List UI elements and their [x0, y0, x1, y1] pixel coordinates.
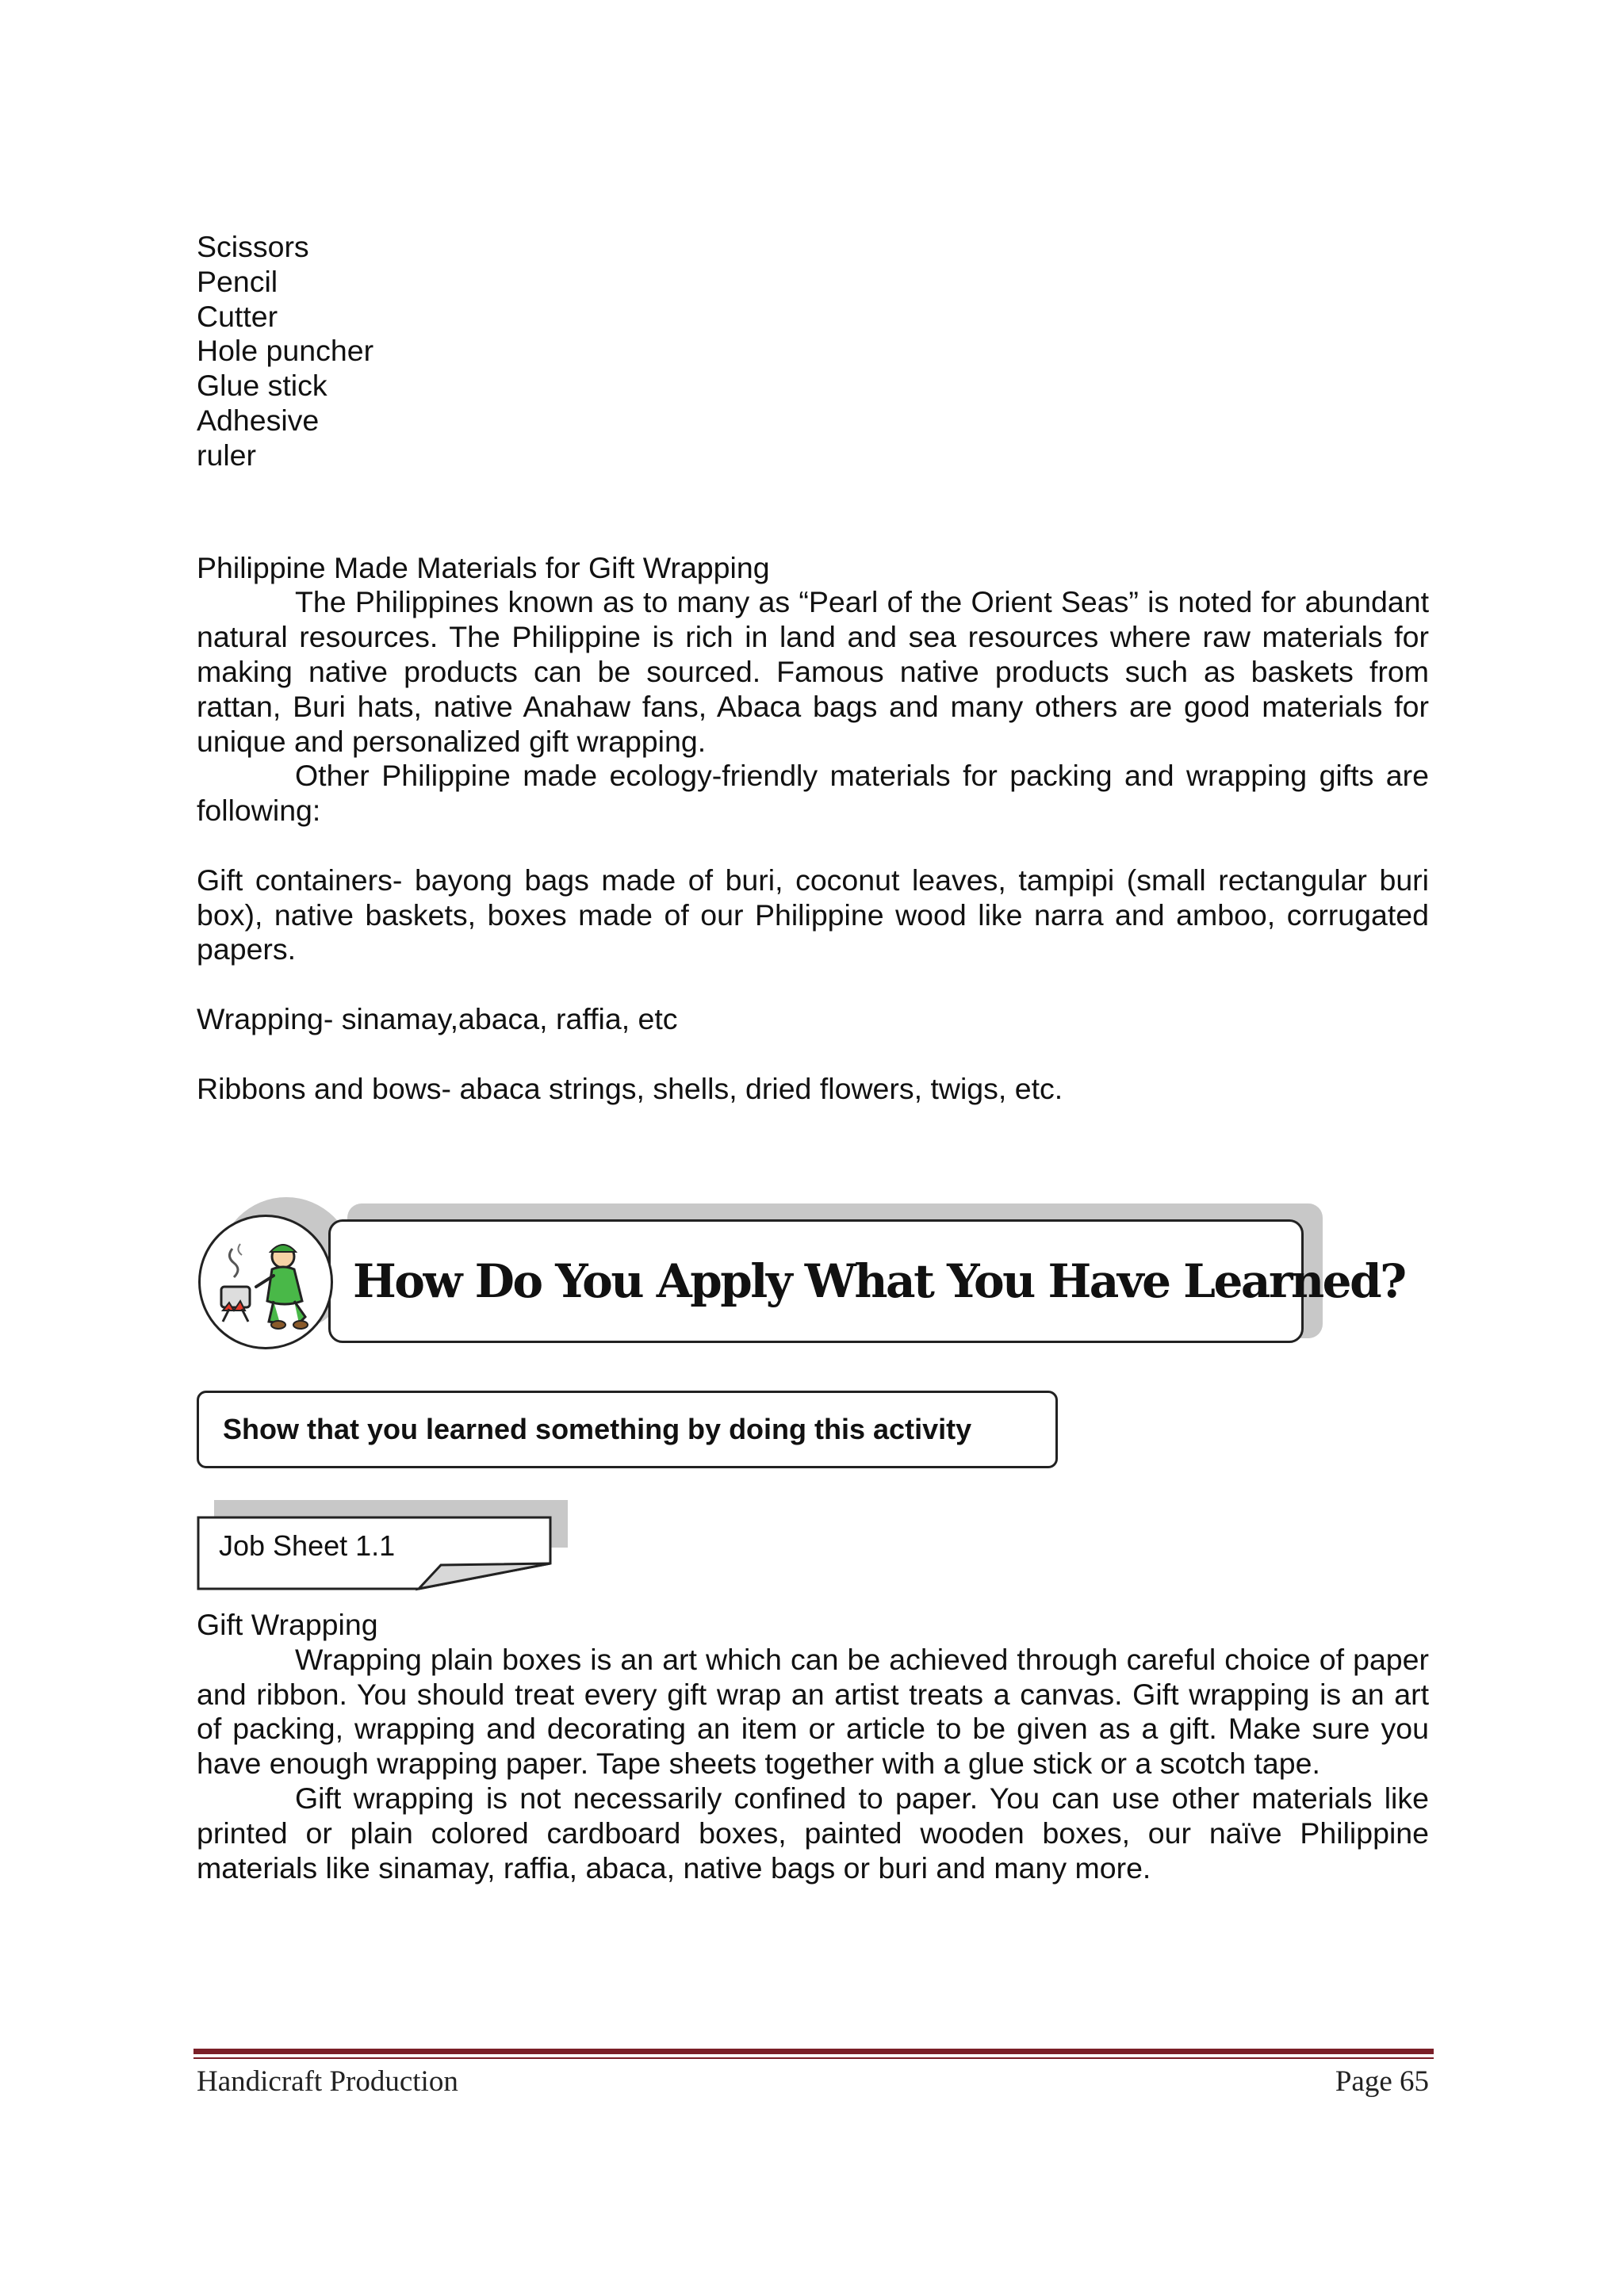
- paragraph-gift-containers: Gift containers- bayong bags made of buri, coconut leaves, tampipi (small rectangular buri box), native baskets, boxes made of our Philippine wood like narra and amboo, corrugated papers.: [197, 863, 1429, 966]
- activity-instruction-text: Show that you learned something by doing this activity: [223, 1413, 972, 1445]
- list-item: Scissors: [197, 230, 309, 263]
- paragraph-ribbons: Ribbons and bows- abaca strings, shells, dried flowers, twigs, etc.: [197, 1071, 1063, 1105]
- activity-instruction-box: [197, 1391, 1058, 1468]
- paragraph: The Philippines known as to many as “Pearl of the Orient Seas” is noted for abundant natural resources. The Philippine is rich in land and sea resources where raw materials for making native products can be sourced. Famous native products such as baskets from rattan, Buri hats, native Anahaw fans, Abaca bags and many others are good materials for unique and personalized gift wrapping.: [197, 585, 1429, 758]
- boy-cooking-icon: [198, 1215, 333, 1349]
- list-item: Hole puncher: [197, 334, 374, 368]
- list-item: Pencil: [197, 264, 278, 298]
- paragraph-wrapping: Wrapping- sinamay,abaca, raffia, etc: [197, 1001, 678, 1035]
- section-heading: Gift Wrapping: [197, 1608, 378, 1641]
- footer-rule-thin: [193, 2057, 1434, 2059]
- page-content-bottom: [197, 1608, 1429, 1885]
- footer-page-number: Page 65: [1335, 2065, 1429, 2098]
- banner-title: How Do You Apply What You Have Learned?: [353, 1254, 1405, 1308]
- section-heading: Philippine Made Materials for Gift Wrapping: [197, 550, 770, 584]
- footer-book-title: Handicraft Production: [197, 2065, 458, 2098]
- list-item: Glue stick: [197, 369, 327, 403]
- paragraph: Wrapping plain boxes is an art which can be achieved through careful choice of paper and ribbon. You should treat every gift wrap an artist treats a canvas. Gift wrapping is an art of packing, wrapping and decorating an item or article to be given as a gift. Make sure you have enough wrapping paper. Tape sheets together with a glue stick or a scotch tape.: [197, 1642, 1429, 1781]
- job-sheet-tab: [197, 1516, 553, 1592]
- footer-rule: [193, 2049, 1434, 2054]
- banner-title-box: [328, 1219, 1405, 1343]
- paragraph: Other Philippine made ecology-friendly materials for packing and wrapping gifts are following:: [197, 759, 1429, 828]
- list-item: Adhesive: [197, 403, 320, 437]
- list-item: ruler: [197, 438, 257, 472]
- section-banner: [197, 1197, 1405, 1356]
- tools-list: [197, 230, 1429, 473]
- paragraph: Gift wrapping is not necessarily confined to paper. You can use other materials like printed or plain colored cardboard boxes, painted wooden boxes, our naïve Philippine materials like sinamay, raffia, abaca, native bags or buri and many more.: [197, 1781, 1429, 1885]
- job-sheet-label: Job Sheet 1.1: [219, 1529, 396, 1562]
- list-item: Cutter: [197, 299, 278, 333]
- page-content-top: [197, 230, 1429, 1106]
